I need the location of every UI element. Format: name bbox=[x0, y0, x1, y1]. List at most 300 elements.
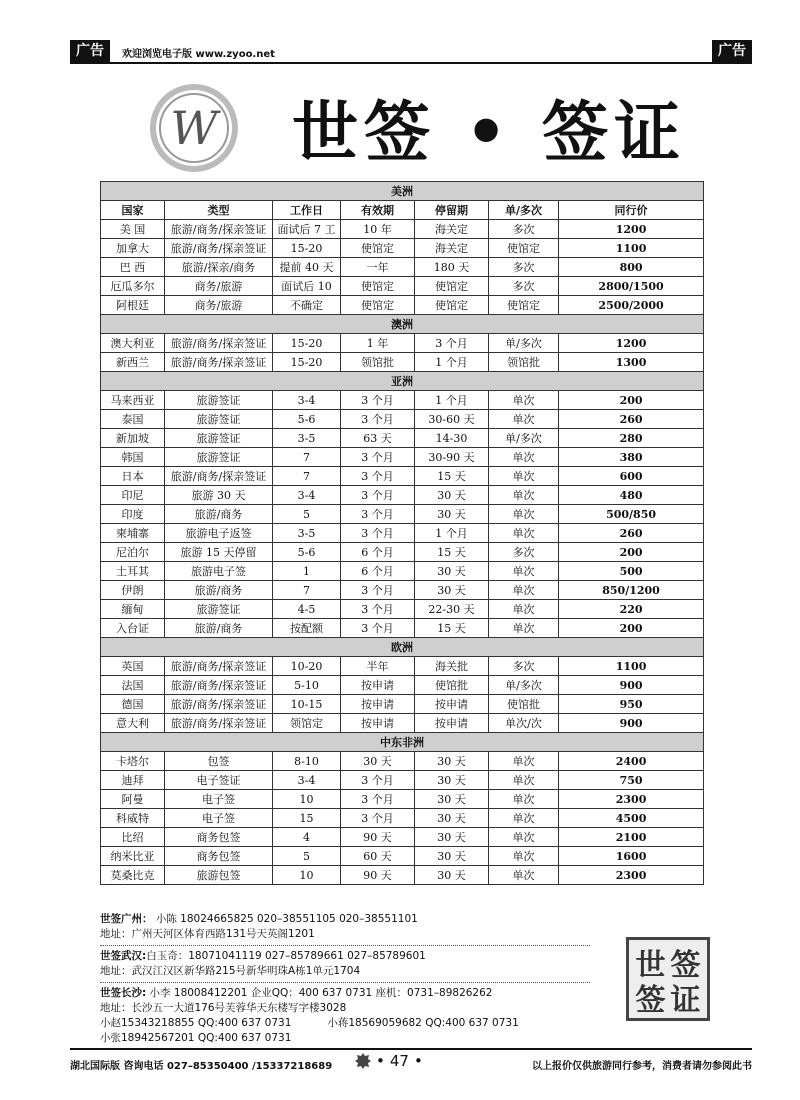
contact-info: 小陈 18024665825 020–38551105 020–38551101 bbox=[155, 913, 418, 925]
table-cell: 旅游/商务 bbox=[165, 581, 273, 600]
bottom-rule bbox=[70, 1048, 752, 1050]
column-header: 单/多次 bbox=[489, 201, 559, 220]
table-cell: 单次 bbox=[489, 486, 559, 505]
table-cell: 30 天 bbox=[415, 562, 489, 581]
contact-name: 世签广州： bbox=[100, 913, 153, 925]
table-cell: 商务包签 bbox=[165, 847, 273, 866]
table-cell: 多次 bbox=[489, 543, 559, 562]
contact-changsha bbox=[100, 986, 590, 1049]
table-cell: 半年 bbox=[341, 657, 415, 676]
table-cell: 商务包签 bbox=[165, 828, 273, 847]
table-cell: 使馆定 bbox=[489, 239, 559, 258]
table-cell: 3 个月 bbox=[341, 448, 415, 467]
table-cell: 伊朗 bbox=[101, 581, 165, 600]
page-title: 世签 • 签证 bbox=[292, 93, 687, 171]
table-cell: 单次 bbox=[489, 600, 559, 619]
table-cell: 30-60 天 bbox=[415, 410, 489, 429]
table-cell: 旅游签证 bbox=[165, 448, 273, 467]
table-cell: 电子签 bbox=[165, 790, 273, 809]
table-cell: 15-20 bbox=[273, 334, 341, 353]
table-cell: 面试后 7 工 bbox=[273, 220, 341, 239]
table-cell: 10-15 bbox=[273, 695, 341, 714]
table-cell: 63 天 bbox=[341, 429, 415, 448]
table-cell: 10 bbox=[273, 790, 341, 809]
table-cell: 印度 bbox=[101, 505, 165, 524]
table-cell: 10 年 bbox=[341, 220, 415, 239]
region-name: 澳洲 bbox=[101, 315, 704, 334]
table-row bbox=[101, 448, 704, 467]
table-cell: 多次 bbox=[489, 220, 559, 239]
contact-address: 地址：长沙五一大道176号芙蓉华天东楼写字楼3028 bbox=[100, 1002, 347, 1014]
table-cell: 莫桑比克 bbox=[101, 866, 165, 885]
footer-disclaimer: 以上报价仅供旅游同行参考，消费者请勿参阅此书 bbox=[532, 1061, 752, 1072]
table-cell: 领馆批 bbox=[489, 353, 559, 372]
table-cell: 单次 bbox=[489, 828, 559, 847]
table-cell: 500/850 bbox=[559, 505, 704, 524]
region-row bbox=[101, 372, 704, 391]
table-cell: 6 个月 bbox=[341, 562, 415, 581]
table-cell: 260 bbox=[559, 524, 704, 543]
table-row bbox=[101, 334, 704, 353]
table-cell: 卡塔尔 bbox=[101, 752, 165, 771]
contact-name: 世签武汉: bbox=[100, 950, 147, 962]
table-cell: 30 天 bbox=[415, 486, 489, 505]
table-row bbox=[101, 828, 704, 847]
table-cell: 旅游 30 天 bbox=[165, 486, 273, 505]
table-cell: 旅游/商务/探亲签证 bbox=[165, 467, 273, 486]
table-cell: 200 bbox=[559, 391, 704, 410]
table-row bbox=[101, 771, 704, 790]
table-cell: 10 bbox=[273, 866, 341, 885]
table-cell: 单次 bbox=[489, 581, 559, 600]
logo-letter: W bbox=[170, 101, 218, 155]
table-cell: 迪拜 bbox=[101, 771, 165, 790]
region-name: 美洲 bbox=[101, 182, 704, 201]
table-cell: 加拿大 bbox=[101, 239, 165, 258]
table-cell: 意大利 bbox=[101, 714, 165, 733]
table-cell: 旅游/商务/探亲签证 bbox=[165, 334, 273, 353]
table-cell: 5 bbox=[273, 505, 341, 524]
table-cell: 单次 bbox=[489, 866, 559, 885]
table-cell: 1600 bbox=[559, 847, 704, 866]
table-cell: 旅游签证 bbox=[165, 410, 273, 429]
table-cell: 使馆定 bbox=[415, 277, 489, 296]
table-cell: 30 天 bbox=[415, 809, 489, 828]
table-cell: 多次 bbox=[489, 258, 559, 277]
column-header: 有效期 bbox=[341, 201, 415, 220]
table-cell: 90 天 bbox=[341, 828, 415, 847]
table-cell: 按申请 bbox=[341, 695, 415, 714]
top-bar bbox=[70, 40, 752, 62]
table-row bbox=[101, 296, 704, 315]
table-cell: 30 天 bbox=[341, 752, 415, 771]
table-cell: 按申请 bbox=[415, 695, 489, 714]
table-cell: 4-5 bbox=[273, 600, 341, 619]
table-cell: 1 年 bbox=[341, 334, 415, 353]
top-rule bbox=[70, 62, 752, 64]
table-cell: 30 天 bbox=[415, 505, 489, 524]
table-row bbox=[101, 714, 704, 733]
table-cell: 3 个月 bbox=[341, 410, 415, 429]
table-cell: 单次 bbox=[489, 562, 559, 581]
table-cell: 旅游/商务/探亲签证 bbox=[165, 239, 273, 258]
table-cell: 单/多次 bbox=[489, 334, 559, 353]
table-cell: 使馆定 bbox=[341, 296, 415, 315]
table-row bbox=[101, 429, 704, 448]
page-number: • 47 • bbox=[355, 1052, 423, 1070]
table-cell: 4 bbox=[273, 828, 341, 847]
table-cell: 750 bbox=[559, 771, 704, 790]
table-row bbox=[101, 239, 704, 258]
table-cell: 按申请 bbox=[341, 714, 415, 733]
table-cell: 8-10 bbox=[273, 752, 341, 771]
table-cell: 15-20 bbox=[273, 353, 341, 372]
table-cell: 1 个月 bbox=[415, 353, 489, 372]
table-cell: 韩国 bbox=[101, 448, 165, 467]
table-cell: 海关定 bbox=[415, 239, 489, 258]
table-cell: 3 个月 bbox=[341, 619, 415, 638]
table-cell: 阿曼 bbox=[101, 790, 165, 809]
table-cell: 3 个月 bbox=[341, 391, 415, 410]
table-cell: 900 bbox=[559, 714, 704, 733]
table-cell: 旅游电子返签 bbox=[165, 524, 273, 543]
brand-logo bbox=[148, 82, 240, 174]
table-cell: 220 bbox=[559, 600, 704, 619]
table-cell: 1 bbox=[273, 562, 341, 581]
table-cell: 1200 bbox=[559, 334, 704, 353]
table-cell: 旅游/商务/探亲签证 bbox=[165, 353, 273, 372]
table-cell: 380 bbox=[559, 448, 704, 467]
table-row bbox=[101, 790, 704, 809]
table-cell: 3 个月 bbox=[341, 581, 415, 600]
contact-extra: 小蒋18569059682 QQ:400 637 0731 bbox=[327, 1017, 519, 1029]
table-cell: 领馆定 bbox=[273, 714, 341, 733]
table-row bbox=[101, 581, 704, 600]
table-cell: 2300 bbox=[559, 866, 704, 885]
table-cell: 3 个月 bbox=[341, 505, 415, 524]
table-cell: 单次 bbox=[489, 847, 559, 866]
table-cell: 4500 bbox=[559, 809, 704, 828]
table-cell: 按配额 bbox=[273, 619, 341, 638]
table-cell: 电子签 bbox=[165, 809, 273, 828]
table-cell: 使馆批 bbox=[489, 695, 559, 714]
table-cell: 商务/旅游 bbox=[165, 296, 273, 315]
contact-info: 小李 18008412201 企业QQ：400 637 0731 座机：0731–89826262 bbox=[149, 987, 493, 999]
table-cell: 海关定 bbox=[415, 220, 489, 239]
contact-extra: 小赵15343218855 QQ:400 637 0731 bbox=[100, 1017, 292, 1029]
table-cell: 30 天 bbox=[415, 771, 489, 790]
ad-label-right: 广告 bbox=[712, 40, 752, 62]
table-cell: 入台证 bbox=[101, 619, 165, 638]
table-cell: 包签 bbox=[165, 752, 273, 771]
table-cell: 使馆定 bbox=[415, 296, 489, 315]
table-row bbox=[101, 353, 704, 372]
table-cell: 按申请 bbox=[415, 714, 489, 733]
table-cell: 单次/次 bbox=[489, 714, 559, 733]
table-cell: 单次 bbox=[489, 809, 559, 828]
table-row bbox=[101, 847, 704, 866]
table-cell: 30 天 bbox=[415, 866, 489, 885]
table-cell: 使馆定 bbox=[341, 277, 415, 296]
table-cell: 30 天 bbox=[415, 752, 489, 771]
table-cell: 土耳其 bbox=[101, 562, 165, 581]
table-cell: 800 bbox=[559, 258, 704, 277]
table-cell: 单次 bbox=[489, 467, 559, 486]
table-cell: 7 bbox=[273, 581, 341, 600]
table-row bbox=[101, 619, 704, 638]
table-cell: 1 个月 bbox=[415, 391, 489, 410]
table-cell: 22-30 天 bbox=[415, 600, 489, 619]
table-cell: 德国 bbox=[101, 695, 165, 714]
table-row bbox=[101, 752, 704, 771]
table-cell: 30 天 bbox=[415, 828, 489, 847]
table-cell: 旅游/商务/探亲签证 bbox=[165, 714, 273, 733]
table-cell: 单次 bbox=[489, 771, 559, 790]
table-cell: 日本 bbox=[101, 467, 165, 486]
contact-wuhan bbox=[100, 949, 590, 983]
table-cell: 科威特 bbox=[101, 809, 165, 828]
table-cell: 30 天 bbox=[415, 581, 489, 600]
table-cell: 15 天 bbox=[415, 619, 489, 638]
table-cell: 新西兰 bbox=[101, 353, 165, 372]
table-cell: 单/多次 bbox=[489, 676, 559, 695]
table-cell: 不确定 bbox=[273, 296, 341, 315]
table-cell: 3 个月 bbox=[341, 790, 415, 809]
region-row bbox=[101, 182, 704, 201]
table-row bbox=[101, 258, 704, 277]
table-cell: 英国 bbox=[101, 657, 165, 676]
table-row bbox=[101, 809, 704, 828]
region-row bbox=[101, 733, 704, 752]
table-cell: 马来西亚 bbox=[101, 391, 165, 410]
footer bbox=[70, 1052, 752, 1074]
table-cell: 多次 bbox=[489, 657, 559, 676]
contact-address: 地址：广州天河区体育西路131号天英阁1201 bbox=[100, 928, 315, 940]
table-cell: 180 天 bbox=[415, 258, 489, 277]
table-cell: 950 bbox=[559, 695, 704, 714]
contact-info: 白玉奇：18071041119 027–85789661 027–85789601 bbox=[146, 950, 426, 962]
region-name: 亚洲 bbox=[101, 372, 704, 391]
table-cell: 90 天 bbox=[341, 866, 415, 885]
table-cell: 旅游签证 bbox=[165, 429, 273, 448]
table-cell: 5-10 bbox=[273, 676, 341, 695]
ad-label-left: 广告 bbox=[70, 40, 110, 62]
column-header: 国家 bbox=[101, 201, 165, 220]
table-row bbox=[101, 695, 704, 714]
table-cell: 旅游/商务 bbox=[165, 619, 273, 638]
table-cell: 旅游签证 bbox=[165, 391, 273, 410]
table-cell: 缅甸 bbox=[101, 600, 165, 619]
table-cell: 单次 bbox=[489, 391, 559, 410]
table-row bbox=[101, 391, 704, 410]
table-cell: 15-20 bbox=[273, 239, 341, 258]
contact-address: 地址：武汉江汉区新华路215号新华明珠A栋1单元1704 bbox=[100, 965, 361, 977]
table-cell: 3 个月 bbox=[415, 334, 489, 353]
region-name: 欧洲 bbox=[101, 638, 704, 657]
table-cell: 纳米比亚 bbox=[101, 847, 165, 866]
table-cell: 850/1200 bbox=[559, 581, 704, 600]
welcome-text: 欢迎浏览电子版 www.zyoo.net bbox=[122, 49, 275, 60]
table-cell: 旅游/商务/探亲签证 bbox=[165, 695, 273, 714]
table-cell: 3-5 bbox=[273, 524, 341, 543]
table-cell: 15 天 bbox=[415, 543, 489, 562]
table-cell: 1300 bbox=[559, 353, 704, 372]
seal-char: 世 bbox=[635, 947, 666, 983]
table-cell: 单次 bbox=[489, 448, 559, 467]
table-cell: 6 个月 bbox=[341, 543, 415, 562]
table-cell: 3-4 bbox=[273, 771, 341, 790]
table-cell: 500 bbox=[559, 562, 704, 581]
table-cell: 使馆批 bbox=[415, 676, 489, 695]
table-cell: 480 bbox=[559, 486, 704, 505]
table-cell: 5-6 bbox=[273, 410, 341, 429]
table-cell: 单次 bbox=[489, 619, 559, 638]
table-cell: 1100 bbox=[559, 657, 704, 676]
table-cell: 7 bbox=[273, 467, 341, 486]
table-body bbox=[101, 182, 704, 885]
seal-char: 证 bbox=[670, 982, 701, 1018]
table-cell: 3-4 bbox=[273, 391, 341, 410]
table-cell: 按申请 bbox=[341, 676, 415, 695]
table-row bbox=[101, 277, 704, 296]
table-cell: 3 个月 bbox=[341, 486, 415, 505]
table-cell: 30-90 天 bbox=[415, 448, 489, 467]
table-cell: 电子签证 bbox=[165, 771, 273, 790]
table-cell: 3 个月 bbox=[341, 600, 415, 619]
table-cell: 10-20 bbox=[273, 657, 341, 676]
table-cell: 15 天 bbox=[415, 467, 489, 486]
table-cell: 旅游包签 bbox=[165, 866, 273, 885]
table-cell: 旅游签证 bbox=[165, 600, 273, 619]
table-row bbox=[101, 600, 704, 619]
table-row bbox=[101, 220, 704, 239]
table-cell: 3 个月 bbox=[341, 524, 415, 543]
table-cell: 2100 bbox=[559, 828, 704, 847]
table-row bbox=[101, 676, 704, 695]
page-number-value: 47 bbox=[389, 1052, 409, 1070]
table-cell: 单次 bbox=[489, 752, 559, 771]
table-cell: 60 天 bbox=[341, 847, 415, 866]
table-cell: 3 个月 bbox=[341, 809, 415, 828]
table-cell: 旅游电子签 bbox=[165, 562, 273, 581]
table-cell: 1 个月 bbox=[415, 524, 489, 543]
table-row bbox=[101, 410, 704, 429]
table-cell: 200 bbox=[559, 543, 704, 562]
table-cell: 比绍 bbox=[101, 828, 165, 847]
table-cell: 海关批 bbox=[415, 657, 489, 676]
header-row bbox=[101, 201, 704, 220]
badge-icon bbox=[355, 1053, 371, 1069]
table-cell: 单次 bbox=[489, 410, 559, 429]
table-row bbox=[101, 543, 704, 562]
table-cell: 旅游/商务/探亲签证 bbox=[165, 657, 273, 676]
visa-price-table bbox=[100, 181, 704, 885]
table-row bbox=[101, 467, 704, 486]
table-cell: 旅游 15 天停留 bbox=[165, 543, 273, 562]
table-cell: 3 个月 bbox=[341, 771, 415, 790]
column-header: 同行价 bbox=[559, 201, 704, 220]
contact-guangzhou bbox=[100, 912, 590, 946]
table-cell: 柬埔寨 bbox=[101, 524, 165, 543]
table-cell: 30 天 bbox=[415, 847, 489, 866]
table-row bbox=[101, 486, 704, 505]
column-header: 类型 bbox=[165, 201, 273, 220]
table-cell: 2500/2000 bbox=[559, 296, 704, 315]
table-cell: 2300 bbox=[559, 790, 704, 809]
table-cell: 法国 bbox=[101, 676, 165, 695]
table-cell: 600 bbox=[559, 467, 704, 486]
table-cell: 一年 bbox=[341, 258, 415, 277]
table-cell: 2800/1500 bbox=[559, 277, 704, 296]
table-cell: 1200 bbox=[559, 220, 704, 239]
contact-extra: 小张18942567201 QQ:400 637 0731 bbox=[100, 1032, 292, 1044]
table-cell: 旅游/商务 bbox=[165, 505, 273, 524]
table-cell: 领馆批 bbox=[341, 353, 415, 372]
contacts bbox=[100, 912, 590, 1052]
table-cell: 澳大利亚 bbox=[101, 334, 165, 353]
table-cell: 5-6 bbox=[273, 543, 341, 562]
table-cell: 30 天 bbox=[415, 790, 489, 809]
table-cell: 3-5 bbox=[273, 429, 341, 448]
table-cell: 3 个月 bbox=[341, 467, 415, 486]
table-cell: 2400 bbox=[559, 752, 704, 771]
table-cell: 面试后 10 bbox=[273, 277, 341, 296]
column-header: 工作日 bbox=[273, 201, 341, 220]
table-cell: 5 bbox=[273, 847, 341, 866]
table-cell: 旅游/探亲/商务 bbox=[165, 258, 273, 277]
table-row bbox=[101, 524, 704, 543]
table-row bbox=[101, 657, 704, 676]
table-cell: 14-30 bbox=[415, 429, 489, 448]
table-cell: 900 bbox=[559, 676, 704, 695]
table-row bbox=[101, 562, 704, 581]
table-cell: 3-4 bbox=[273, 486, 341, 505]
table-cell: 多次 bbox=[489, 277, 559, 296]
table-cell: 260 bbox=[559, 410, 704, 429]
table-cell: 提前 40 天 bbox=[273, 258, 341, 277]
table-cell: 使馆定 bbox=[489, 296, 559, 315]
table-cell: 新加坡 bbox=[101, 429, 165, 448]
table-cell: 泰国 bbox=[101, 410, 165, 429]
table-cell: 巴 西 bbox=[101, 258, 165, 277]
seal-char: 签 bbox=[670, 947, 701, 983]
seal-char: 签 bbox=[635, 982, 666, 1018]
table-cell: 单次 bbox=[489, 505, 559, 524]
table-cell: 美 国 bbox=[101, 220, 165, 239]
table-cell: 旅游/商务/探亲签证 bbox=[165, 220, 273, 239]
table-cell: 商务/旅游 bbox=[165, 277, 273, 296]
table-row bbox=[101, 866, 704, 885]
table-cell: 280 bbox=[559, 429, 704, 448]
table-cell: 旅游/商务/探亲签证 bbox=[165, 676, 273, 695]
table-cell: 1100 bbox=[559, 239, 704, 258]
region-row bbox=[101, 638, 704, 657]
table-cell: 7 bbox=[273, 448, 341, 467]
table-cell: 单/多次 bbox=[489, 429, 559, 448]
table-cell: 单次 bbox=[489, 524, 559, 543]
table-row bbox=[101, 505, 704, 524]
table-cell: 印尼 bbox=[101, 486, 165, 505]
table-cell: 200 bbox=[559, 619, 704, 638]
contact-name: 世签长沙: bbox=[100, 987, 147, 999]
column-header: 停留期 bbox=[415, 201, 489, 220]
table-cell: 使馆定 bbox=[341, 239, 415, 258]
table-cell: 阿根廷 bbox=[101, 296, 165, 315]
region-row bbox=[101, 315, 704, 334]
table-cell: 厄瓜多尔 bbox=[101, 277, 165, 296]
brand-seal bbox=[626, 937, 710, 1021]
region-name: 中东非洲 bbox=[101, 733, 704, 752]
